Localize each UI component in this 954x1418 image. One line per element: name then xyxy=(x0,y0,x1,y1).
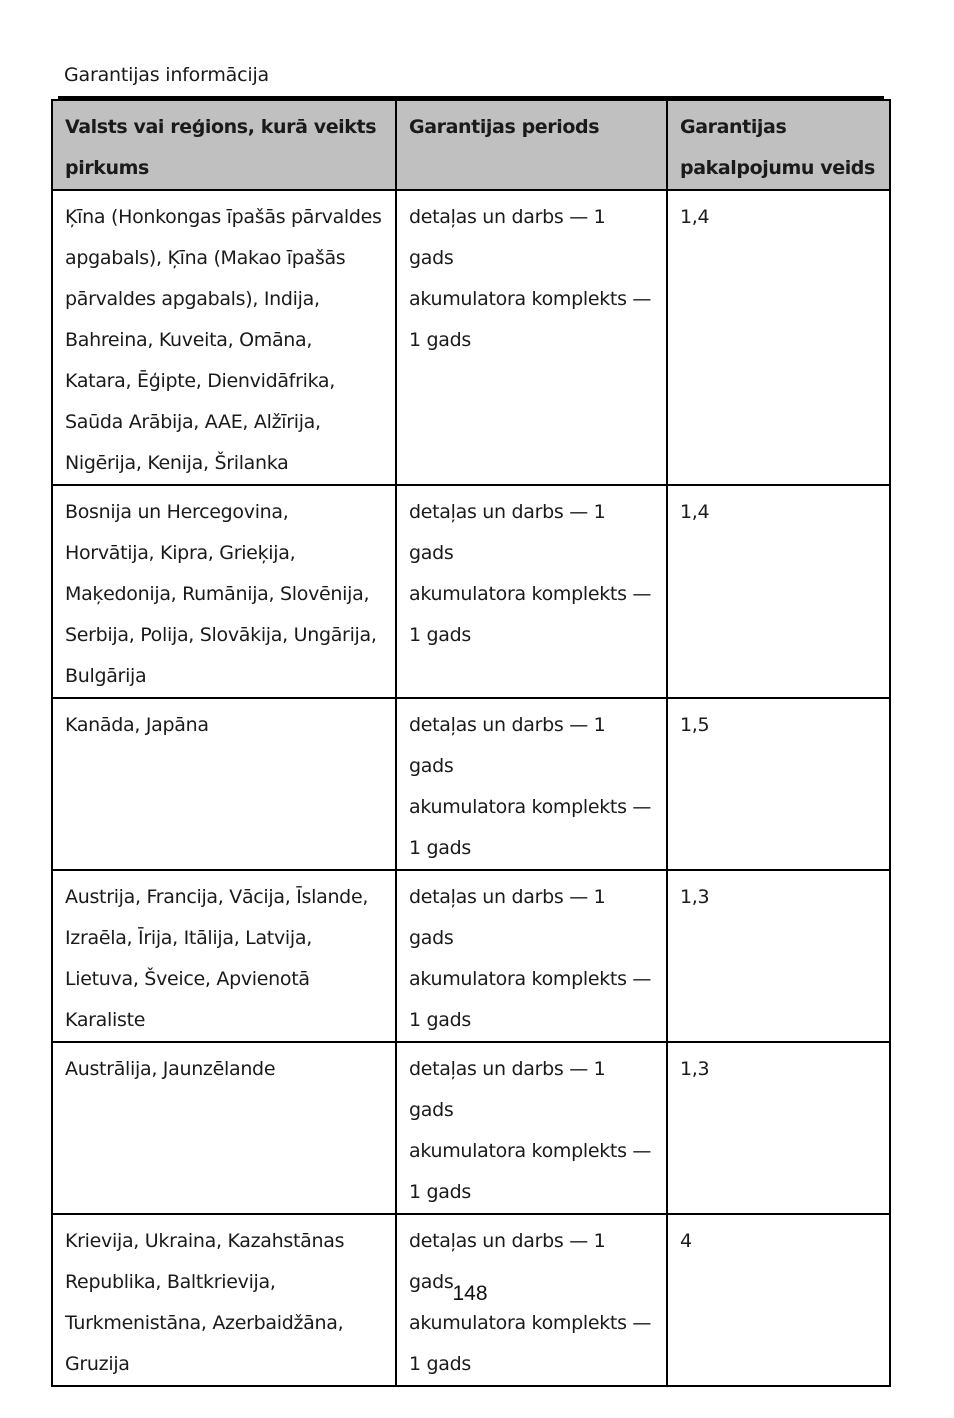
table-header-row xyxy=(52,100,890,190)
period-parts-labor: detaļas un darbs — 1 gads xyxy=(409,1230,606,1293)
period-parts-labor: detaļas un darbs — 1 gads xyxy=(409,1058,606,1121)
period-cell xyxy=(396,190,667,485)
period-parts-labor: detaļas un darbs — 1 gads xyxy=(409,206,606,269)
period-battery: akumulatora komplekts — 1 gads xyxy=(409,796,652,859)
period-cell xyxy=(396,870,667,1042)
table-row xyxy=(52,190,890,485)
period-battery: akumulatora komplekts — 1 gads xyxy=(409,583,652,646)
column-header-region: Valsts vai reģions, kurā veikts pirkums xyxy=(52,100,396,190)
table-header xyxy=(52,100,890,190)
service-type-cell: 1,3 xyxy=(667,1042,890,1214)
region-cell: Ķīna (Honkongas īpašās pārvaldes apgabals), Ķīna (Makao īpašās pārvaldes apgabals), Indija, Bahreina, Kuveita, Omāna, Katara, Ēģipte, Dienvidāfrika, Saūda Arābija, AAE, Alžīrija, Nigērija, Kenija, Šrilanka xyxy=(52,190,396,485)
column-header-period: Garantijas periods xyxy=(396,100,667,190)
region-cell: Bosnija un Hercegovina, Horvātija, Kipra, Grieķija, Maķedonija, Rumānija, Slovēnija, Serbija, Polija, Slovākija, Ungārija, Bulgārija xyxy=(52,485,396,698)
region-cell: Kanāda, Japāna xyxy=(52,698,396,870)
service-type-cell: 4 xyxy=(667,1214,890,1386)
table-row xyxy=(52,870,890,1042)
service-type-cell: 1,4 xyxy=(667,190,890,485)
period-cell xyxy=(396,1042,667,1214)
region-cell: Austrālija, Jaunzēlande xyxy=(52,1042,396,1214)
service-type-cell: 1,3 xyxy=(667,870,890,1042)
table-row xyxy=(52,698,890,870)
service-type-cell: 1,4 xyxy=(667,485,890,698)
table-body xyxy=(52,190,890,1386)
service-type-cell: 1,5 xyxy=(667,698,890,870)
warranty-table xyxy=(51,99,891,1387)
page-header-title: Garantijas informācija xyxy=(64,64,269,86)
period-cell xyxy=(396,698,667,870)
region-cell: Krievija, Ukraina, Kazahstānas Republika, Baltkrievija, Turkmenistāna, Azerbaidžāna, Gruzija xyxy=(52,1214,396,1386)
table-row xyxy=(52,485,890,698)
column-header-service-type: Garantijas pakalpojumu veids xyxy=(667,100,890,190)
period-battery: akumulatora komplekts — 1 gads xyxy=(409,1140,652,1203)
period-battery: akumulatora komplekts — 1 gads xyxy=(409,1312,652,1375)
page-number: 148 xyxy=(452,1282,488,1305)
period-parts-labor: detaļas un darbs — 1 gads xyxy=(409,501,606,564)
table-row xyxy=(52,1042,890,1214)
region-cell: Austrija, Francija, Vācija, Īslande, Izraēla, Īrija, Itālija, Latvija, Lietuva, Šveice, Apvienotā Karaliste xyxy=(52,870,396,1042)
period-parts-labor: detaļas un darbs — 1 gads xyxy=(409,714,606,777)
period-battery: akumulatora komplekts — 1 gads xyxy=(409,968,652,1031)
period-battery: akumulatora komplekts — 1 gads xyxy=(409,288,652,351)
period-parts-labor: detaļas un darbs — 1 gads xyxy=(409,886,606,949)
period-cell xyxy=(396,485,667,698)
